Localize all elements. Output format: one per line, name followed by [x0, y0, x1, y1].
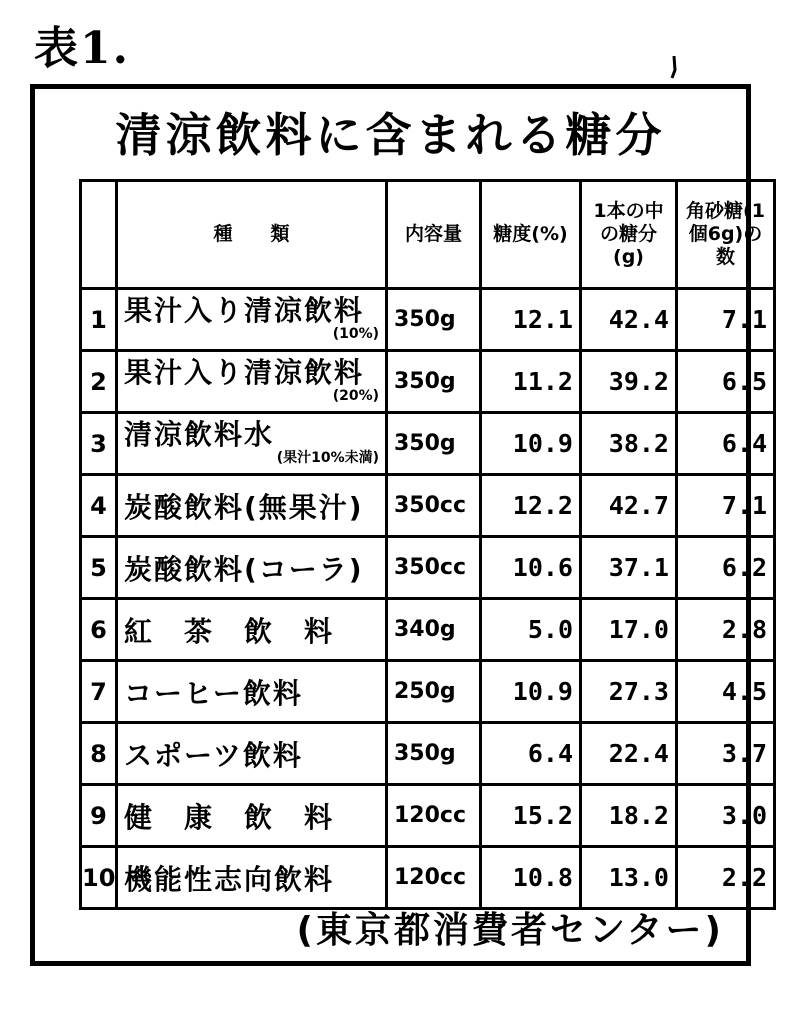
row-sugar: 17.0 — [581, 599, 677, 661]
page-title: 清涼飲料に含まれる糖分 — [115, 108, 666, 162]
sugar-table — [79, 179, 776, 910]
row-volume: 350g — [387, 351, 481, 413]
row-volume: 350g — [387, 723, 481, 785]
row-volume: 120cc — [387, 785, 481, 847]
table-row — [81, 723, 775, 785]
row-type-label: 清涼飲料水 — [124, 418, 275, 452]
table-row — [81, 537, 775, 599]
header-volume: 内容量 — [387, 181, 481, 289]
table-row — [81, 661, 775, 723]
row-number: 3 — [81, 413, 117, 475]
table-label: 表1. — [34, 23, 130, 74]
row-number: 10 — [81, 847, 117, 909]
row-volume: 120cc — [387, 847, 481, 909]
row-sugar: 42.7 — [581, 475, 677, 537]
header-brix: 糖度(%) — [481, 181, 581, 289]
header-number — [81, 181, 117, 289]
row-cubes: 3.7 — [677, 723, 775, 785]
row-type-label: 果汁入り清涼飲料 — [124, 356, 365, 390]
row-type: 炭酸飲料(コーラ) — [117, 537, 387, 599]
row-sugar: 37.1 — [581, 537, 677, 599]
row-brix: 10.6 — [481, 537, 581, 599]
row-sugar: 42.4 — [581, 289, 677, 351]
table-row — [81, 413, 775, 475]
row-number: 4 — [81, 475, 117, 537]
row-number: 8 — [81, 723, 117, 785]
row-type-note: (果汁10%未満) — [276, 450, 379, 467]
header-cubes: 角砂糖(1個6g)の数 — [677, 181, 775, 289]
row-number: 5 — [81, 537, 117, 599]
table-row — [81, 847, 775, 909]
row-sugar: 13.0 — [581, 847, 677, 909]
row-type: 健 康 飲 料 — [117, 785, 387, 847]
row-cubes: 6.2 — [677, 537, 775, 599]
row-cubes: 6.5 — [677, 351, 775, 413]
row-brix: 12.2 — [481, 475, 581, 537]
row-type — [117, 289, 387, 351]
row-type: スポーツ飲料 — [117, 723, 387, 785]
row-sugar: 39.2 — [581, 351, 677, 413]
pen-mark — [668, 56, 680, 80]
row-brix: 10.9 — [481, 661, 581, 723]
row-sugar: 22.4 — [581, 723, 677, 785]
row-type: 紅 茶 飲 料 — [117, 599, 387, 661]
table-row — [81, 599, 775, 661]
row-type: 炭酸飲料(無果汁) — [117, 475, 387, 537]
table-frame — [30, 84, 767, 966]
row-volume: 340g — [387, 599, 481, 661]
row-cubes: 7.1 — [677, 289, 775, 351]
row-cubes: 3.0 — [677, 785, 775, 847]
table-row — [81, 351, 775, 413]
row-volume: 350cc — [387, 475, 481, 537]
header-row — [81, 181, 775, 289]
row-volume: 350g — [387, 289, 481, 351]
row-brix: 5.0 — [481, 599, 581, 661]
row-brix: 10.9 — [481, 413, 581, 475]
source-credit: (東京都消費者センター) — [296, 910, 724, 951]
row-type — [117, 351, 387, 413]
header-sugar: 1本の中の糖分(g) — [581, 181, 677, 289]
row-brix: 11.2 — [481, 351, 581, 413]
row-brix: 10.8 — [481, 847, 581, 909]
row-volume: 350g — [387, 413, 481, 475]
header-type: 種 類 — [117, 181, 387, 289]
row-volume: 350cc — [387, 537, 481, 599]
table-row — [81, 785, 775, 847]
row-type-label: 果汁入り清涼飲料 — [124, 294, 365, 328]
row-sugar: 18.2 — [581, 785, 677, 847]
row-type — [117, 413, 387, 475]
row-number: 6 — [81, 599, 117, 661]
row-number: 2 — [81, 351, 117, 413]
row-cubes: 2.2 — [677, 847, 775, 909]
row-brix: 15.2 — [481, 785, 581, 847]
row-type-note: (20%) — [332, 388, 379, 405]
row-type: コーヒー飲料 — [117, 661, 387, 723]
row-number: 1 — [81, 289, 117, 351]
row-number: 9 — [81, 785, 117, 847]
row-volume: 250g — [387, 661, 481, 723]
row-number: 7 — [81, 661, 117, 723]
row-cubes: 4.5 — [677, 661, 775, 723]
table-row — [81, 475, 775, 537]
row-cubes: 6.4 — [677, 413, 775, 475]
row-type-note: (10%) — [332, 326, 379, 343]
row-brix: 12.1 — [481, 289, 581, 351]
row-cubes: 2.8 — [677, 599, 775, 661]
row-type: 機能性志向飲料 — [117, 847, 387, 909]
row-sugar: 27.3 — [581, 661, 677, 723]
row-cubes: 7.1 — [677, 475, 775, 537]
table-row — [81, 289, 775, 351]
row-sugar: 38.2 — [581, 413, 677, 475]
row-brix: 6.4 — [481, 723, 581, 785]
